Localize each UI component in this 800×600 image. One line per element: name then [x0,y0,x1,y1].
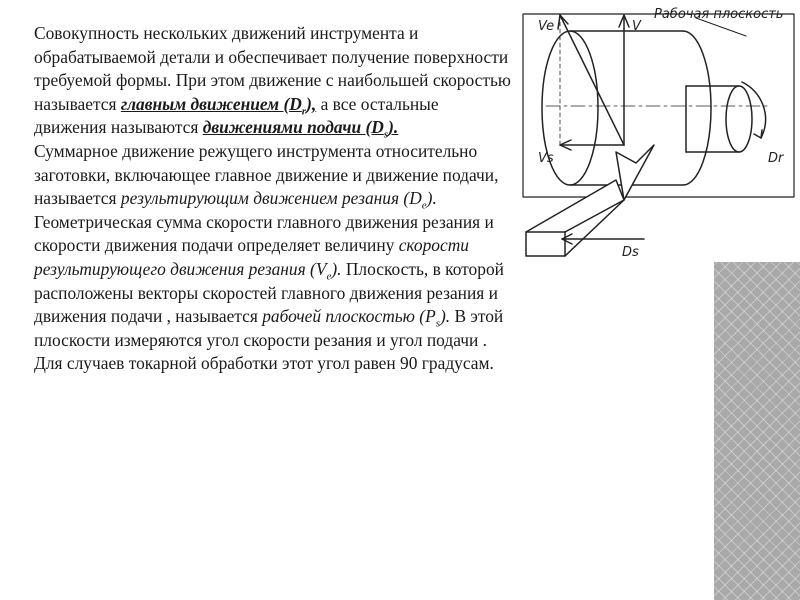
term-feed-motion: движениями подачи $(D_s)$. [202,117,399,141]
label-v: V [632,19,641,34]
working-plane-label: Рабочая плоскость [654,7,784,22]
tool-tip [616,145,654,200]
term-resultant-motion: результирующим движением резания $(D_e)$. [120,188,437,212]
text-other-motions: а все остальные движения называются [34,93,439,138]
ve-vector [560,15,624,145]
text-angles: В этой плоскости измеряются угол скорости резания и угол подачи . Для случаев токарной обработки этот угол равен 90 градусам. [34,306,504,374]
label-dr: Dr [768,151,784,166]
shaft-end-face [726,86,752,152]
label-vs: Vs [538,151,554,166]
workpiece-back-face [683,31,711,185]
working-plane-frame [523,14,794,197]
text-geometric-sum: Геометрическая сумма скорости главного движения резания и скорости движения подачи определяет величину [34,211,494,256]
cutting-tool-body [526,180,624,256]
term-main-motion: главным движением $(D_r)$, [120,93,317,118]
label-ve: Ve [538,19,555,34]
term-resultant-speed: скорости результирующего движения резания $(V_e)$. [34,235,469,283]
slide-text [34,22,514,376]
cutting-motions-diagram [518,0,800,262]
text-plane-definition: Плоскость, в которой расположены векторы скоростей главного движения резания и движения подачи , называется [34,258,504,327]
term-working-plane: рабочей плоскостью $(P_s)$. [262,306,451,330]
text-intro: Совокупность нескольких движений инструмента и обрабатываемой детали и обеспечивает получение поверхности требуемой формы. При этом движение с наибольшей скоростью называется [34,23,511,114]
text-summary-motion: Суммарное движение режущего инструмента относительно заготовки, включающее главное движение и движение подачи, называется [34,140,499,209]
decorative-pattern-panel [714,262,800,600]
dr-arrowhead [754,130,762,138]
label-ds: Ds [622,245,639,260]
